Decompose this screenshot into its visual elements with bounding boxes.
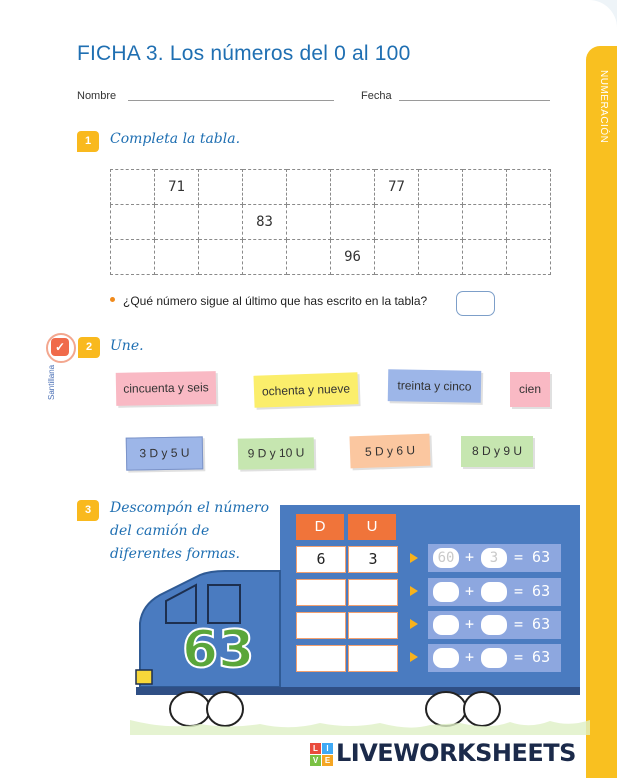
tens-cell: 6	[296, 546, 346, 573]
table-cell[interactable]	[199, 170, 243, 205]
arrow-icon	[410, 586, 418, 596]
units-value-field[interactable]	[481, 582, 507, 602]
worksheet-page: NUMERACIÓN FICHA 3. Los números del 0 al 100 Nombre Fecha 1 Completa la tabla. 71 77 83 96 ¿Qué número sigue al último que has escrito en la tabla? ✓ 2 Une. Santillana cincuenta y seis ochenta y nueve treinta y cinco cien 3 D y 5 U 9 D y 10 U 5 D y 6 U 8 D y 9 U 3 Descompón el número del camión de diferentes formas. 63 D U 6 3 60 + 3 = 63 + = 63 + = 63 + = 63 L I V E LIVEWORKSHEETS	[0, 0, 617, 778]
table-cell[interactable]	[375, 240, 419, 275]
publisher-label: Santillana	[47, 364, 56, 400]
word-card-35[interactable]: treinta y cinco	[388, 369, 482, 403]
code-card-35[interactable]: 3 D y 5 U	[126, 436, 204, 470]
table-cell[interactable]	[111, 205, 155, 240]
table-cell[interactable]	[155, 240, 199, 275]
page-title: FICHA 3. Los números del 0 al 100	[77, 42, 411, 65]
code-card-89[interactable]: 8 D y 9 U	[461, 436, 533, 467]
tens-value-field: 60	[433, 548, 459, 568]
name-label: Nombre	[77, 90, 117, 102]
table-cell[interactable]	[463, 240, 507, 275]
table-cell[interactable]	[419, 170, 463, 205]
tens-value-field[interactable]	[433, 582, 459, 602]
tens-header: D	[296, 514, 344, 540]
truck-bumper	[136, 687, 580, 695]
table-row	[111, 205, 551, 240]
table-cell[interactable]	[419, 240, 463, 275]
code-card-56[interactable]: 5 D y 6 U	[349, 434, 430, 469]
truck-headlight	[136, 670, 152, 684]
table-cell[interactable]	[419, 205, 463, 240]
exercise-3-instruction-2: del camión de	[110, 523, 210, 539]
equation-row	[428, 578, 561, 606]
units-header: U	[348, 514, 396, 540]
table-cell[interactable]	[287, 170, 331, 205]
table-cell[interactable]	[507, 170, 551, 205]
exercise-3-instruction-3: diferentes formas.	[110, 546, 241, 562]
plus-sign: +	[465, 615, 475, 633]
table-cell[interactable]	[199, 205, 243, 240]
table-cell[interactable]	[507, 205, 551, 240]
equation-result: = 63	[514, 582, 551, 600]
truck-wheel	[207, 692, 243, 726]
exercise-2-instruction: Une.	[110, 338, 144, 354]
equation-result: = 63	[514, 648, 551, 666]
table-cell[interactable]	[463, 170, 507, 205]
truck-window-side	[208, 585, 240, 623]
number-table	[110, 169, 551, 275]
truck-wheel	[464, 692, 500, 726]
plus-sign: +	[465, 648, 475, 666]
units-value-field[interactable]	[481, 648, 507, 668]
table-cell[interactable]	[507, 240, 551, 275]
table-cell: 71	[155, 170, 199, 205]
exercise-1-badge: 1	[77, 131, 99, 152]
table-cell[interactable]	[111, 240, 155, 275]
equation-row	[428, 644, 561, 672]
liveworksheets-logo-icon: L I V E	[310, 743, 334, 767]
units-value-field: 3	[481, 548, 507, 568]
equation-result: = 63	[514, 615, 551, 633]
table-cell[interactable]	[331, 205, 375, 240]
arrow-icon	[410, 553, 418, 563]
exercise-1-question: ¿Qué número sigue al último que has escrito en la tabla?	[123, 294, 428, 308]
table-cell[interactable]	[375, 205, 419, 240]
equation-result: = 63	[514, 548, 551, 566]
tens-cell[interactable]	[296, 579, 346, 606]
table-row	[111, 170, 551, 205]
table-cell[interactable]	[287, 240, 331, 275]
table-cell[interactable]	[287, 205, 331, 240]
units-cell[interactable]	[348, 579, 398, 606]
table-cell: 77	[375, 170, 419, 205]
table-cell[interactable]	[243, 240, 287, 275]
tens-cell[interactable]	[296, 612, 346, 639]
code-card-910[interactable]: 9 D y 10 U	[238, 437, 315, 469]
bullet-icon	[110, 297, 115, 302]
name-line[interactable]	[128, 100, 334, 101]
tens-value-field[interactable]	[433, 648, 459, 668]
equation-row	[428, 544, 561, 572]
date-line[interactable]	[399, 100, 550, 101]
check-icon: ✓	[51, 338, 69, 356]
table-cell[interactable]	[155, 205, 199, 240]
truck-wheel	[170, 692, 210, 726]
table-cell: 96	[331, 240, 375, 275]
tens-cell[interactable]	[296, 645, 346, 672]
truck-wheel	[426, 692, 466, 726]
units-cell[interactable]	[348, 645, 398, 672]
liveworksheets-brand: LIVEWORKSHEETS	[336, 739, 576, 767]
side-tab	[586, 46, 617, 778]
exercise-1-instruction: Completa la tabla.	[110, 131, 241, 147]
plus-sign: +	[465, 582, 475, 600]
table-cell[interactable]	[331, 170, 375, 205]
exercise-3-badge: 3	[77, 500, 99, 521]
table-cell[interactable]	[199, 240, 243, 275]
tens-value-field[interactable]	[433, 615, 459, 635]
answer-input[interactable]	[456, 291, 495, 316]
arrow-icon	[410, 619, 418, 629]
table-cell[interactable]	[463, 205, 507, 240]
word-card-89[interactable]: ochenta y nueve	[253, 372, 358, 408]
table-cell[interactable]	[111, 170, 155, 205]
arrow-icon	[410, 652, 418, 662]
truck-number: 63	[182, 620, 255, 680]
date-label: Fecha	[361, 90, 392, 102]
units-value-field[interactable]	[481, 615, 507, 635]
word-card-56[interactable]: cincuenta y seis	[116, 371, 217, 406]
plus-sign: +	[465, 548, 475, 566]
word-card-100[interactable]: cien	[510, 372, 550, 407]
table-cell[interactable]	[243, 170, 287, 205]
equation-row	[428, 611, 561, 639]
units-cell[interactable]	[348, 612, 398, 639]
table-cell: 83	[243, 205, 287, 240]
table-row	[111, 240, 551, 275]
units-cell: 3	[348, 546, 398, 573]
exercise-2-badge: 2	[78, 337, 100, 358]
exercise-3-instruction-1: Descompón el número	[110, 500, 270, 516]
